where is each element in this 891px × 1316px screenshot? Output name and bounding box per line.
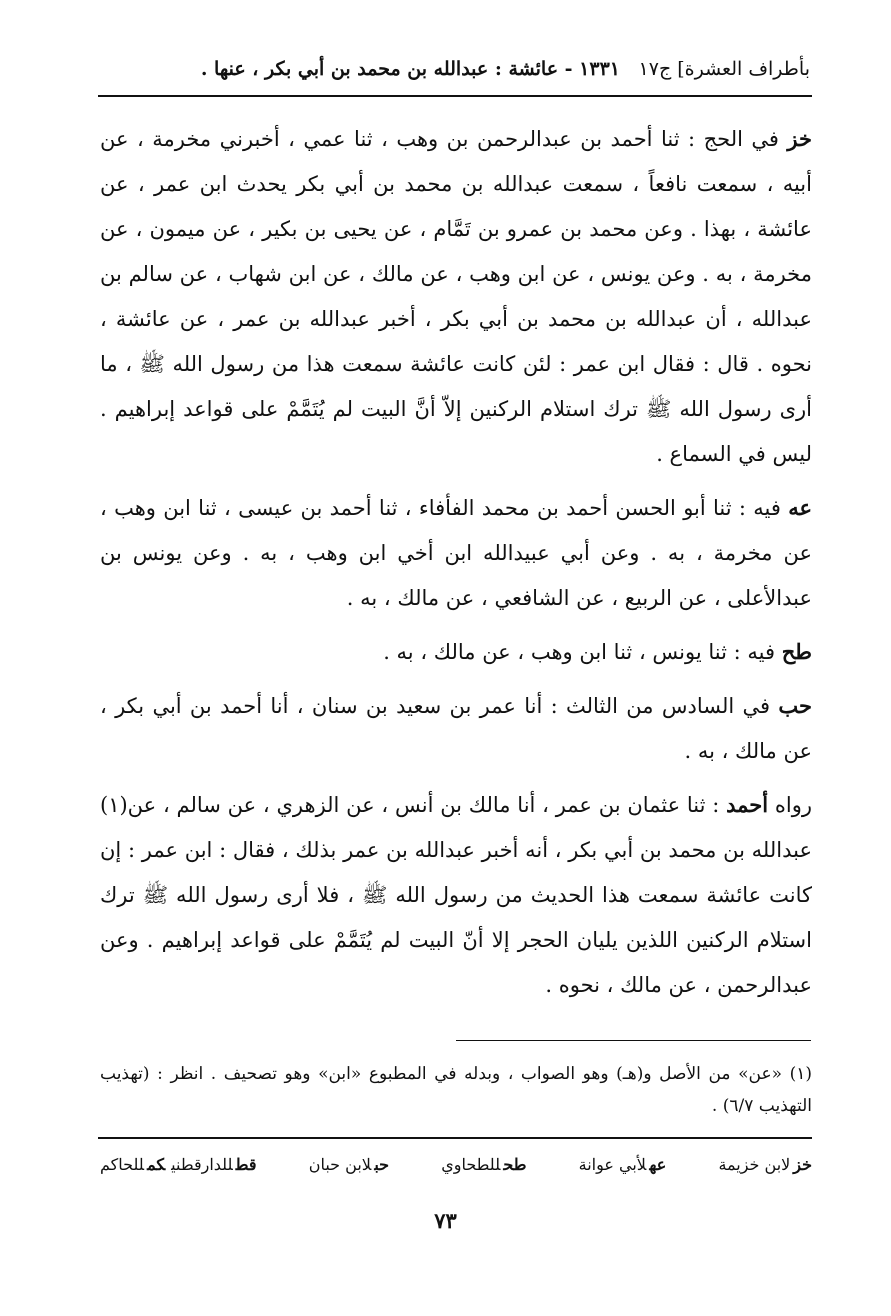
source-siglum: حب <box>778 693 812 718</box>
abbreviation-code: خز <box>793 1155 812 1174</box>
abbreviation-item <box>100 1150 257 1180</box>
book-title: بأطراف العشرة] ج١٧ <box>638 58 810 80</box>
paragraph-ahmad <box>100 782 812 1008</box>
paragraph-tahawi <box>100 629 812 675</box>
abbreviation-code: قط <box>235 1155 257 1174</box>
abbreviation-name: للطحاوي <box>441 1155 501 1174</box>
paragraph-text: في السادس من الثالث : أنا عمر بن سعيد بن سنان ، أنا أحمد بن أبي بكر ، عن مالك ، به . <box>100 694 812 763</box>
abbreviations-divider <box>98 1137 812 1139</box>
paragraph-ibn-hibban <box>100 683 812 774</box>
abbreviation-code: طح <box>503 1155 527 1174</box>
footnote: (١) «عن» من الأصل و(هـ) وهو الصواب ، وبدله في المطبوع «ابن» وهو تصحيف . انظر : (تهذيب التهذيب ٦/٧) . <box>100 1064 812 1116</box>
abbreviation-name: للدارقطني <box>171 1155 233 1174</box>
abbreviation-name: لأبي عوانة <box>578 1155 647 1174</box>
abbreviation-item <box>579 1150 667 1180</box>
abbreviation-code: حب <box>374 1155 390 1174</box>
abbreviation-name: لابن حبان <box>308 1155 372 1174</box>
abbreviation-item <box>441 1150 526 1180</box>
paragraph-text: في الحج : ثنا أحمد بن عبدالرحمن بن وهب ، ثنا عمي ، أخبرني مخرمة ، عن أبيه ، سمعت نافعاً ، سمعت عبدالله بن محمد بن أبي بكر يحدث ابن عمر ، عن عائشة ، بهذا . وعن محمد بن عمرو بن تَمَّام ، عن يحيى بن بكير ، عن ميمون ، عن مخرمة ، به . وعن يونس ، عن ابن وهب ، عن مالك ، عن ابن شهاب ، عن سالم بن عبدالله ، أن عبدالله بن محمد بن أبي بكر ، أخبر عبدالله بن عمر ، عن عائشة ، نحوه . قال : فقال ابن عمر : لئن كانت عائشة سمعت هذا من رسول الله ﷺ ، ما أرى رسول الله ﷺ ترك استلام الركنين إلاّ أنَّ البيت لم يُتَمَّمْ على قواعد إبراهيم . ليس في السماع . <box>100 127 812 466</box>
main-text <box>100 116 812 1016</box>
paragraph-lead: رواه <box>774 793 813 817</box>
abbreviations-key <box>100 1150 812 1180</box>
paragraph-text: فيه : ثنا يونس ، ثنا ابن وهب ، عن مالك ، به . <box>383 640 776 664</box>
source-siglum: خز <box>787 126 812 151</box>
page-number: ٧٣ <box>434 1208 457 1233</box>
running-header <box>100 50 810 90</box>
abbreviation-code: كم <box>147 1155 166 1174</box>
source-siglum: طح <box>781 639 812 664</box>
header-divider <box>98 95 812 97</box>
source-siglum: أحمد <box>726 792 769 817</box>
abbreviation-item <box>718 1150 812 1180</box>
abbreviation-name: لابن خزيمة <box>718 1155 791 1174</box>
footnote-divider <box>456 1040 811 1041</box>
abbreviation-code: عه <box>649 1155 667 1174</box>
paragraph-ibn-khuzayma <box>100 116 812 477</box>
abbreviation-name: للحاكم <box>100 1155 145 1174</box>
paragraph-text: فيه : ثنا أبو الحسن أحمد بن محمد الفأفاء ، ثنا أحمد بن عيسى ، ثنا ابن وهب ، عن مخرمة ، به . وعن أبي عبيدالله ابن أخي ابن وهب ، به . وعن يونس بن عبدالأعلى ، عن الربيع ، عن الشافعي ، عن مالك ، به . <box>100 496 812 610</box>
abbreviation-item <box>309 1150 389 1180</box>
source-siglum: عه <box>788 495 812 520</box>
entry-title: ١٣٣١ - عائشة : عبدالله بن محمد بن أبي بكر ، عنها . <box>200 58 620 80</box>
paragraph-text: : ثنا عثمان بن عمر ، أنا مالك بن أنس ، عن الزهري ، عن سالم ، عن(١) عبدالله بن محمد بن أبي بكر ، أنه أخبر عبدالله بن عمر بذلك ، فقال : ابن عمر : إن كانت عائشة سمعت هذا الحديث من رسول الله ﷺ ، فلا أرى رسول الله ﷺ ترك استلام الركنين اللذين يليان الحجر إلا أنّ البيت لم يُتَمَّمْ على قواعد إبراهيم . وعن عبدالرحمن ، عن مالك ، نحوه . <box>100 793 812 997</box>
paragraph-abu-awana <box>100 485 812 621</box>
